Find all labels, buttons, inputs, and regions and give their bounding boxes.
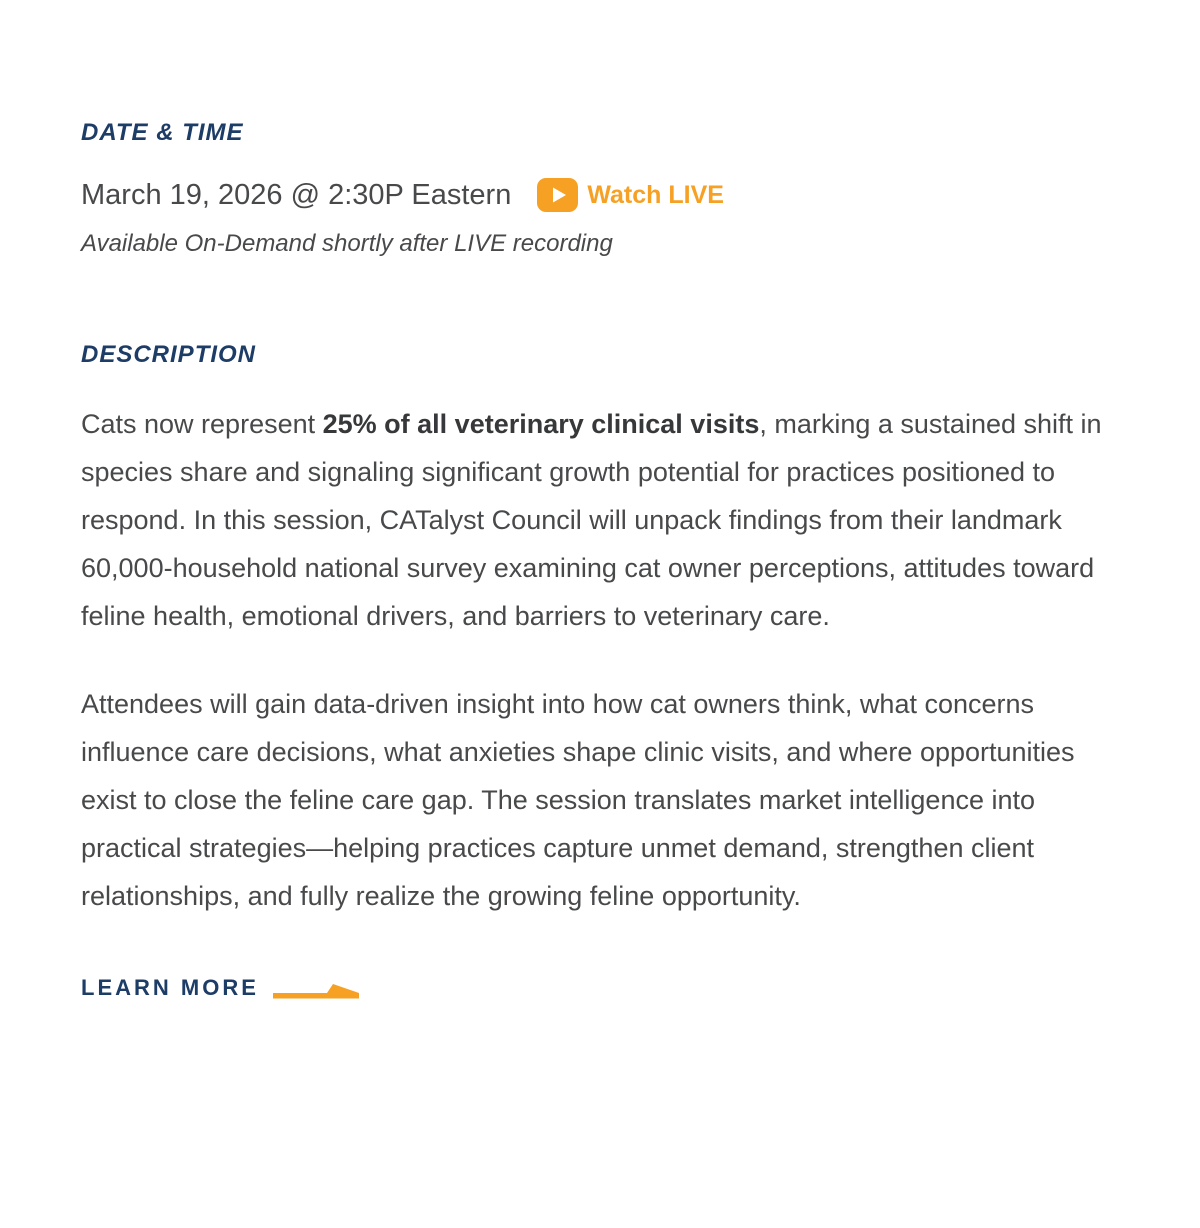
play-icon	[537, 178, 578, 212]
description-section	[81, 340, 1125, 920]
watch-live-link[interactable]	[537, 178, 724, 212]
learn-more-link[interactable]	[81, 976, 361, 1000]
description-paragraph-1	[81, 400, 1123, 640]
watch-live-label: Watch LIVE	[587, 181, 724, 209]
date-time-section	[81, 118, 1125, 259]
description-paragraph-2: Attendees will gain data-driven insight into how cat owners think, what concerns influence care decisions, what anxieties shape clinic visits, and where opportunities exist to close the feline care gap. The session translates market intelligence into practical strategies—helping practices capture unmet demand, strengthen client relationships, and fully realize the growing feline opportunity.	[81, 689, 1075, 911]
paragraph-text-rest: , marking a sustained shift in species share and signaling significant growth potential for practices positioned to respond. In this session, CATalyst Council will unpack findings from their landmark 60,000-household national survey examining cat owner perceptions, attitudes toward feline health, emotional drivers, and barriers to veterinary care.	[81, 409, 1102, 631]
learn-more-label: LEARN MORE	[81, 975, 259, 1000]
availability-note: Available On-Demand shortly after LIVE recording	[81, 230, 613, 257]
event-datetime: March 19, 2026 @ 2:30P Eastern	[81, 179, 512, 211]
date-time-heading: DATE & TIME	[81, 119, 244, 146]
description-heading: DESCRIPTION	[81, 341, 257, 368]
arrow-right-icon	[273, 978, 361, 1000]
date-row	[81, 178, 1125, 212]
paragraph-text-lead: Cats now represent	[81, 409, 323, 439]
paragraph-bold-text: 25% of all veterinary clinical visits	[322, 409, 760, 439]
